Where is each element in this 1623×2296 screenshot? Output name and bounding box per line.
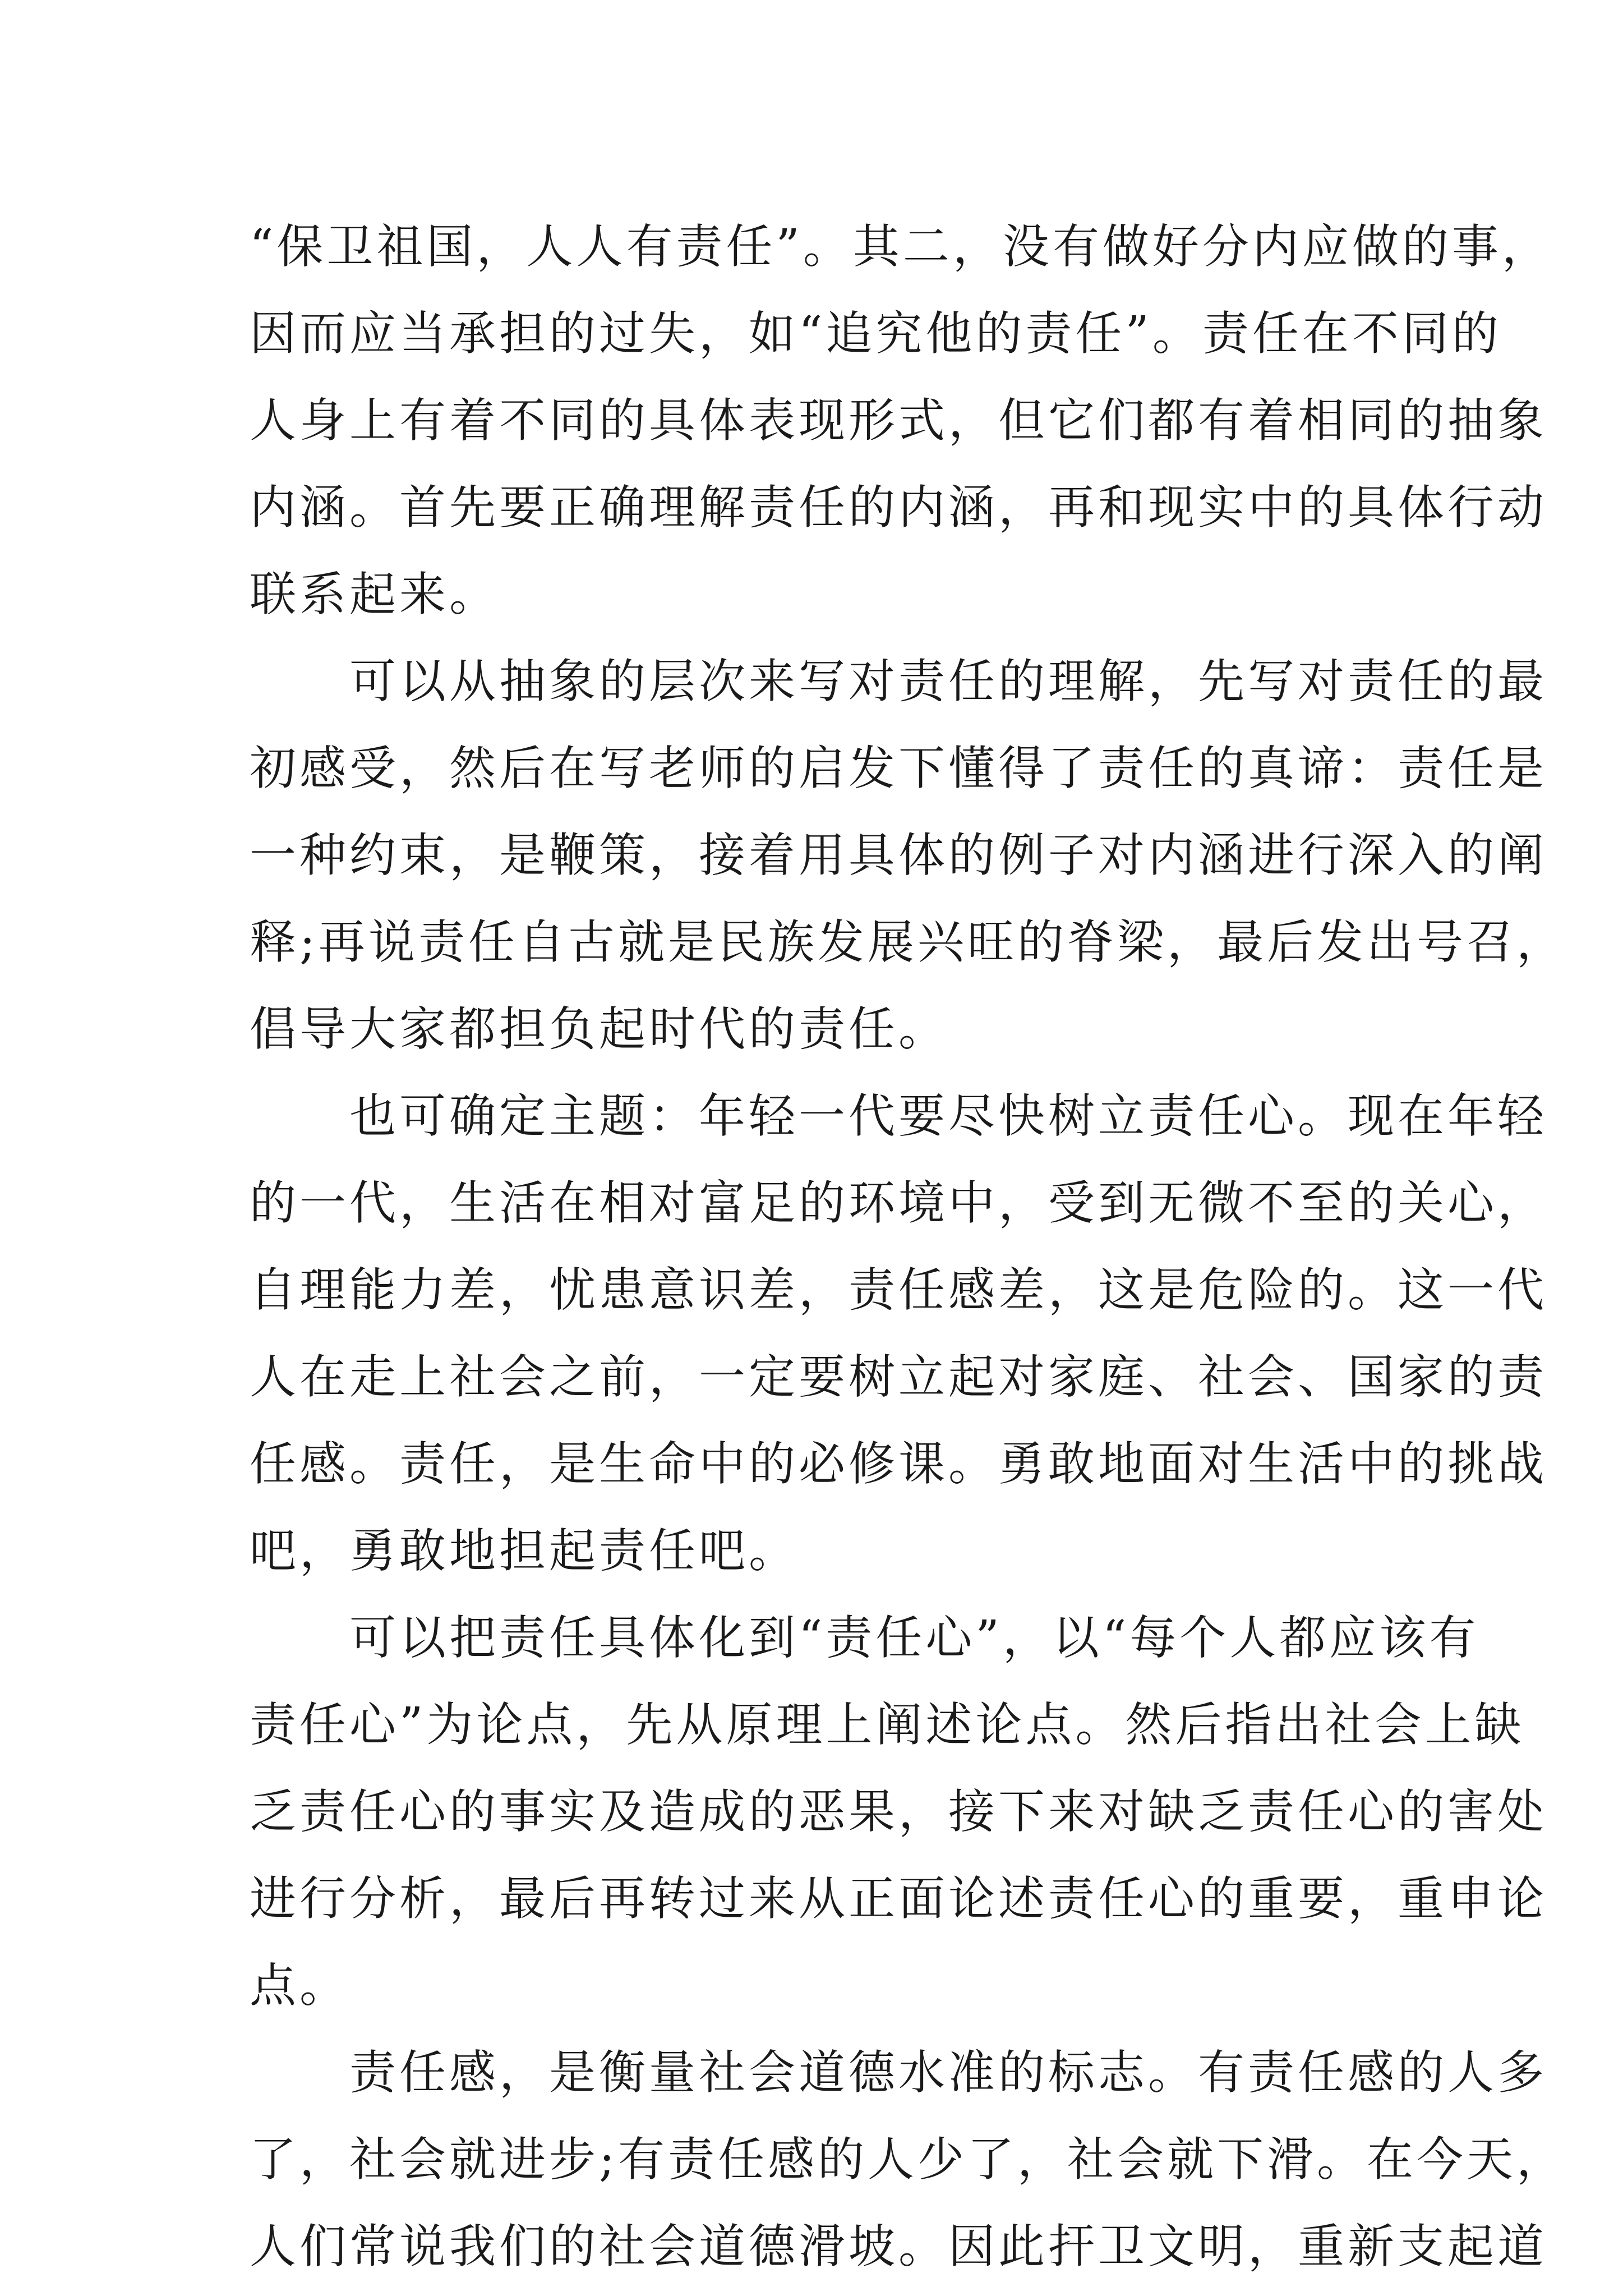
text-line: 任感。责任，是生命中的必修课。勇敢地面对生活中的挑战 — [250, 1437, 1547, 1491]
text-line: 进行分析，最后再转过来从正面论述责任心的重要，重申论 — [250, 1871, 1547, 1926]
text-line: 点。 — [250, 1958, 349, 2013]
text-line: 责任感，是衡量社会道德水准的标志。有责任感的人多 — [250, 2045, 1547, 2100]
text-line: “保卫祖国，人人有责任”。其二，没有做好分内应做的事， — [250, 219, 1552, 274]
text-line: 了，社会就进步;有责任感的人少了，社会就下滑。在今天， — [250, 2132, 1566, 2187]
text-line: 乏责任心的事实及造成的恶果，接下来对缺乏责任心的害处 — [250, 1784, 1547, 1839]
text-line: 联系起来。 — [250, 567, 499, 622]
text-line: 也可确定主题：年轻一代要尽快树立责任心。现在年轻 — [250, 1089, 1547, 1143]
text-line: 人们常说我们的社会道德滑坡。因此扞卫文明，重新支起道 — [250, 2219, 1547, 2274]
text-line: 责任心”为论点，先从原理上阐述论点。然后指出社会上缺 — [250, 1697, 1525, 1752]
text-line: 吧，勇敢地担起责任吧。 — [250, 1524, 799, 1578]
text-line: 内涵。首先要正确理解责任的内涵，再和现实中的具体行动 — [250, 480, 1547, 535]
text-line: 可以从抽象的层次来写对责任的理解，先写对责任的最 — [250, 654, 1547, 708]
text-line: 人身上有着不同的具体表现形式，但它们都有着相同的抽象 — [250, 393, 1547, 448]
text-line: 可以把责任具体化到“责任心”，以“每个人都应该有 — [250, 1611, 1479, 1665]
body-text — [250, 203, 1566, 2290]
text-line: 自理能力差，忧患意识差，责任感差，这是危险的。这一代 — [250, 1263, 1547, 1317]
text-line: 一种约束，是鞭策，接着用具体的例子对内涵进行深入的阐 — [250, 828, 1547, 882]
text-line: 释;再说责任自古就是民族发展兴旺的脊梁，最后发出号召， — [250, 915, 1566, 969]
text-line: 因而应当承担的过失，如“追究他的责任”。责任在不同的 — [250, 306, 1502, 361]
text-line: 初感受，然后在写老师的启发下懂得了责任的真谛：责任是 — [250, 741, 1547, 795]
text-line: 倡导大家都担负起时代的责任。 — [250, 1002, 948, 1056]
text-line: 人在走上社会之前，一定要树立起对家庭、社会、国家的责 — [250, 1350, 1547, 1404]
text-line: 的一代，生活在相对富足的环境中，受到无微不至的关心， — [250, 1176, 1547, 1230]
